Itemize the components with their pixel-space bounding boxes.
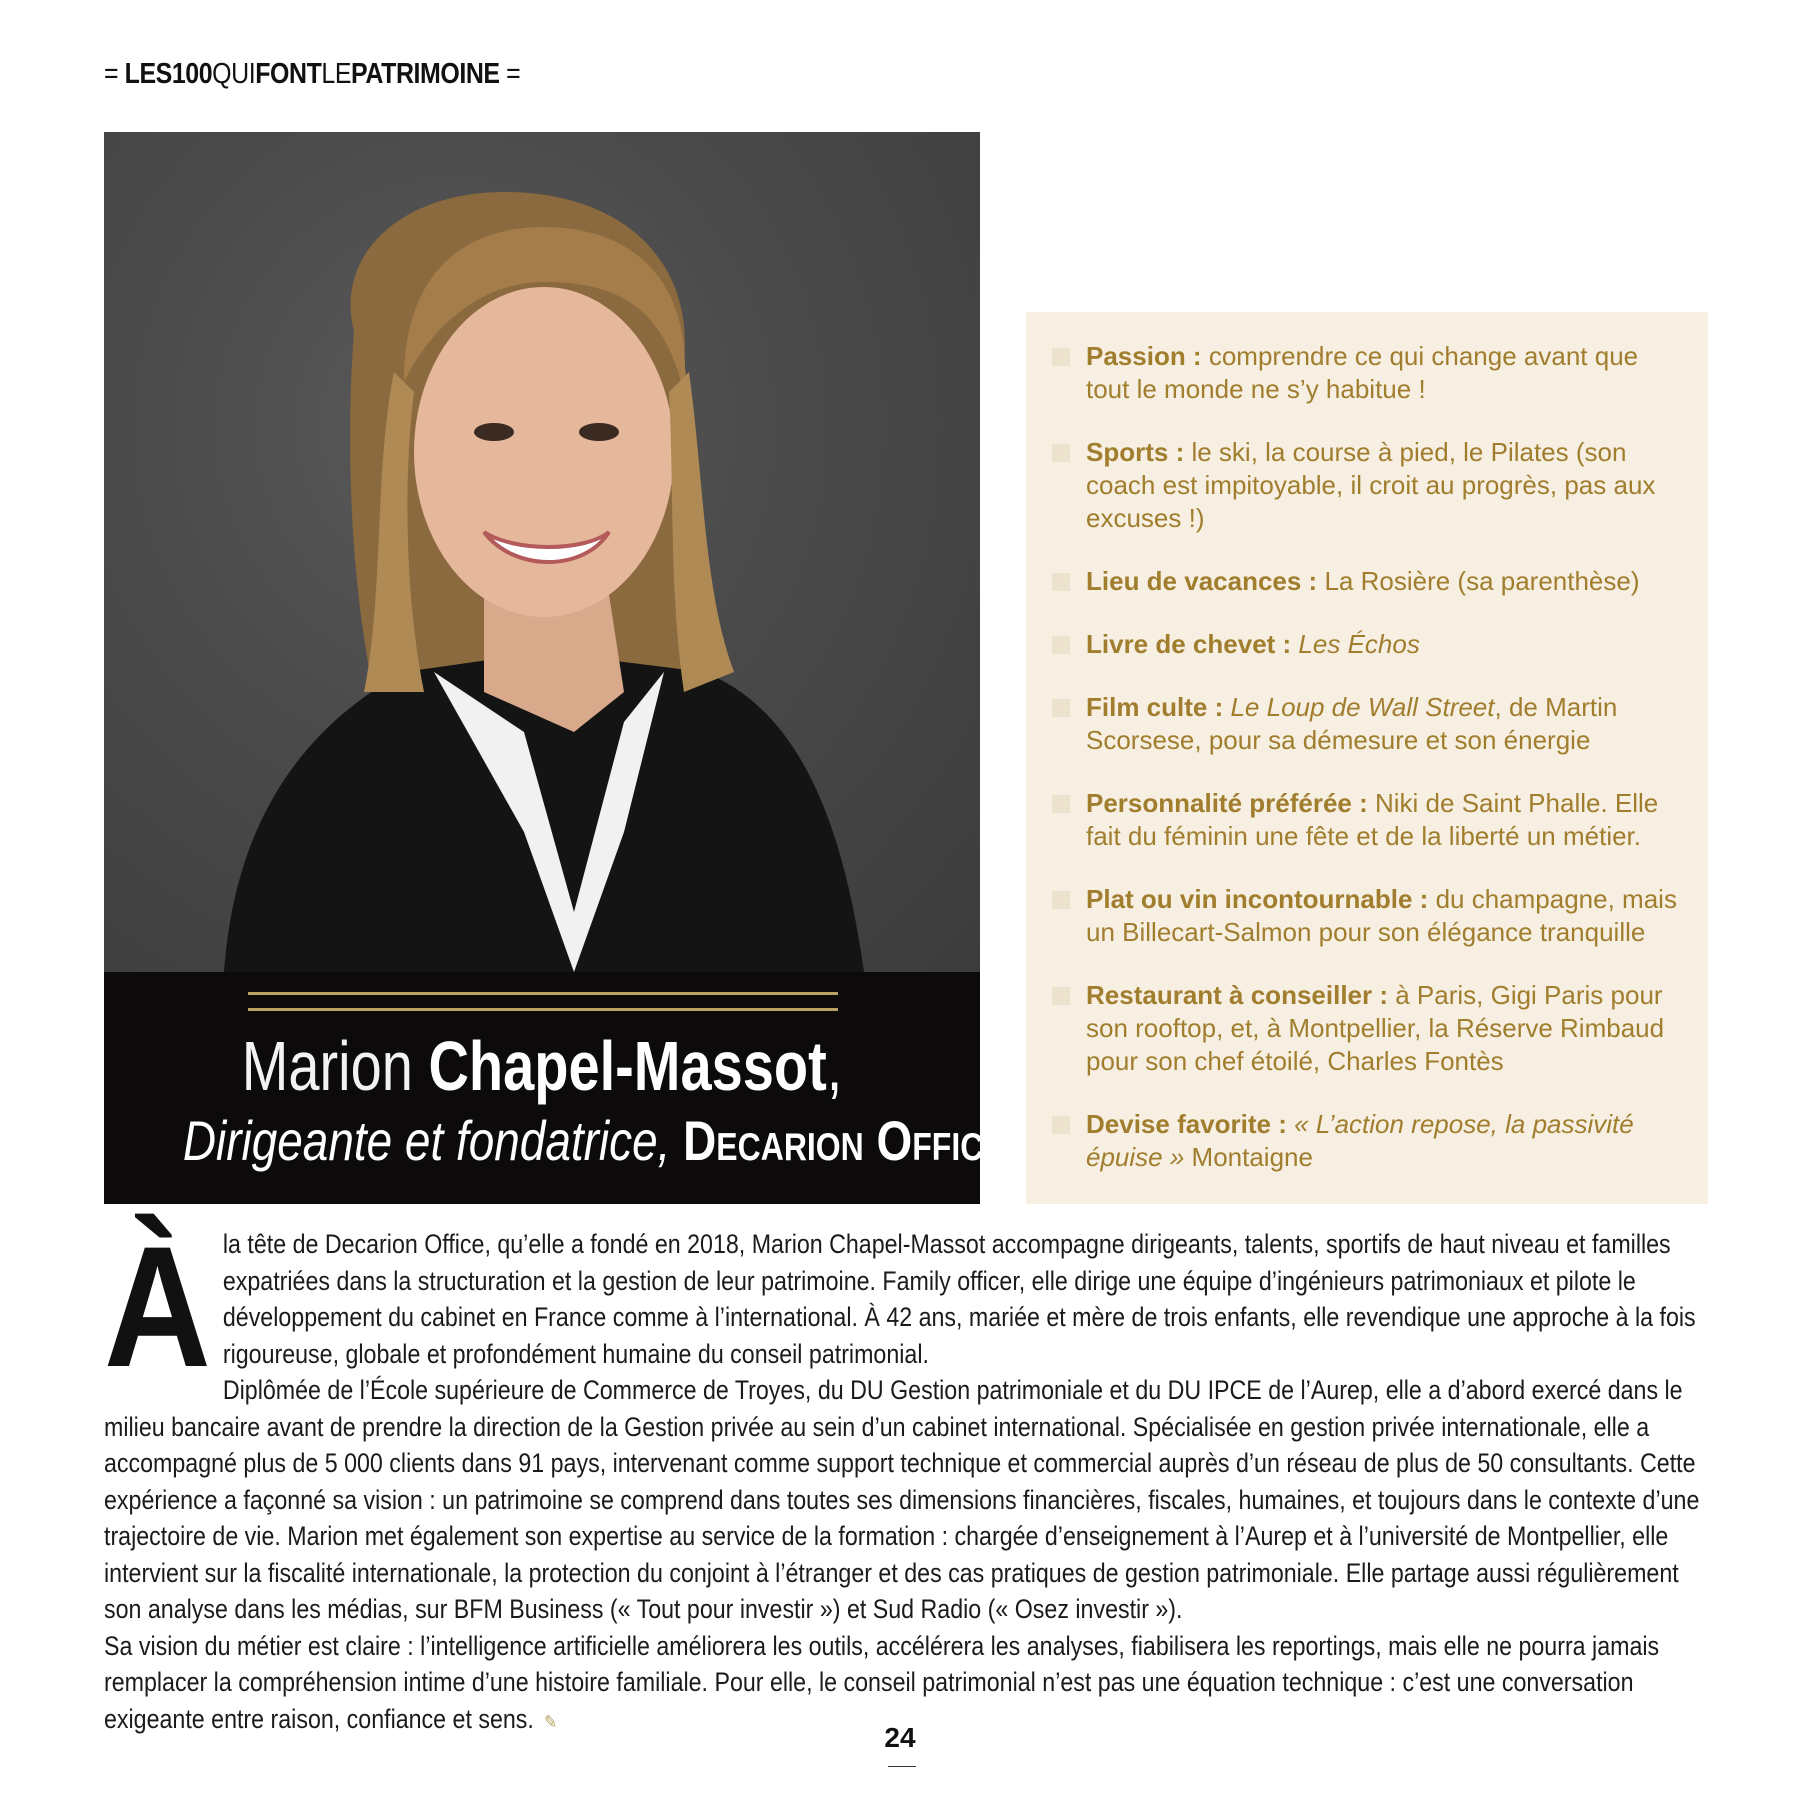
fact-label: Passion :	[1086, 341, 1209, 371]
bullet-square-icon	[1052, 891, 1070, 909]
article-body	[104, 1211, 1705, 1740]
caption-role: Dirigeante et fondatrice,	[182, 1109, 671, 1172]
paragraph-2: Diplômée de l’École supérieure de Commerce de Troyes, du DU Gestion patrimoniale et du DU IPCE de l’Aurep, elle a d’abord exercé dans le milieu bancaire avant de prendre la direction de la Gestion privée au sein d’un cabinet international. Spécialisée en gestion privée internationale, elle a accompagné plus de 5 000 clients dans 91 pays, intervenant comme support technique et commercial auprès d’un réseau de plus de 50 consultants. Cette expérience a façonné sa vision : un patrimoine se comprend dans toutes ses dimensions financières, fiscales, humaines, et toujours dans le contexte d’une trajectoire de vie. Marion met également son expertise au service de la formation : chargée d’enseignement à l’Aurep et à l’université de Montpellier, elle intervient sur la fiscalité internationale, la protection du conjoint à l’étranger et des cas pratiques de gestion patrimoniale. Elle partage aussi régulièrement son analyse dans les médias, sur BFM Business (« Tout pour investir ») et Sud Radio (« Osez investir »).	[104, 1375, 1700, 1624]
last-name: Chapel-Massot	[428, 1027, 827, 1105]
bullet-square-icon	[1052, 795, 1070, 813]
fact-text: le ski, la course à pied, le Pilates (son coach est impitoyable, il croit au progrès, pas aux excuses !)	[1086, 437, 1656, 533]
fact-label: Personnalité préférée :	[1086, 788, 1375, 818]
fact-label: Sports :	[1086, 437, 1192, 467]
bullet-square-icon	[1052, 444, 1070, 462]
header-patrimoine: PATRIMOINE	[351, 58, 500, 90]
fact-label: Livre de chevet :	[1086, 629, 1299, 659]
bullet-square-icon	[1052, 636, 1070, 654]
fact-item	[1026, 565, 1708, 598]
paragraph-1: la tête de Decarion Office, qu’elle a fondé en 2018, Marion Chapel-Massot accompagne dirigeants, talents, sportifs de haut niveau et familles expatriées dans la structuration et la gestion de leur patrimoine. Family officer, elle dirige une équipe d’ingénieurs patrimoniaux et pilote le développement du cabinet en France comme à l’international. À 42 ans, mariée et mère de trois enfants, elle revendique une approche à la fois rigoureuse, globale et profondément humaine du conseil patrimonial.	[222, 1229, 1696, 1369]
bullet-square-icon	[1052, 987, 1070, 1005]
first-name: Marion	[241, 1027, 413, 1105]
header-equals-right: =	[506, 58, 521, 90]
fact-italic: Le Loup de Wall Street	[1230, 692, 1495, 722]
fact-item	[1026, 787, 1708, 853]
fact-label: Plat ou vin incontournable :	[1086, 884, 1436, 914]
name-caption	[104, 972, 1005, 1204]
caption-rule-bottom	[248, 1008, 838, 1011]
bullet-square-icon	[1052, 1116, 1070, 1134]
facts-list	[1026, 312, 1708, 1174]
fact-text: à Paris, Gigi Paris pour son rooftop, et, à Montpellier, la Réserve Rimbaud pour son chef étoilé, Charles Fontès	[1086, 980, 1665, 1076]
drop-cap: À	[104, 1211, 211, 1403]
header-font: FONT	[255, 58, 322, 90]
fact-label: Devise favorite :	[1086, 1109, 1295, 1139]
fact-label: Lieu de vacances :	[1086, 566, 1325, 596]
bullet-square-icon	[1052, 348, 1070, 366]
fact-text: comprendre ce qui change avant que tout le monde ne s’y habitue !	[1086, 341, 1639, 404]
header-les100: LES100	[124, 58, 213, 90]
section-header	[104, 58, 520, 91]
fact-item	[1026, 979, 1708, 1078]
caption-rule-top	[248, 992, 838, 995]
fact-item	[1026, 628, 1708, 661]
caption-company: Decarion Office	[683, 1109, 1005, 1172]
header-le: LE	[321, 58, 352, 90]
fact-text: du champagne, mais un Billecart-Salmon pour son élégance tranquille	[1086, 884, 1677, 947]
header-equals-left: =	[104, 58, 119, 90]
fact-text: La Rosière (sa parenthèse)	[1324, 566, 1640, 596]
page-number: 24	[884, 1722, 916, 1753]
fact-italic: Les Échos	[1298, 629, 1420, 659]
paragraph-3-text: Sa vision du métier est claire : l’intelligence artificielle améliorera les outils, accélérera les analyses, fiabilisera les reportings, mais elle ne pourra jamais remplacer la compréhension intime d’une histoire familiale. Pour elle, le conseil patrimonial n’est pas une équation technique : c’est une conversation exigeante entre raison, confiance et sens.	[104, 1630, 1660, 1734]
fact-text: Montaigne	[1184, 1142, 1313, 1172]
portrait-illustration	[104, 132, 980, 972]
caption-name	[192, 1026, 893, 1106]
fact-item	[1026, 436, 1708, 535]
caption-title	[182, 1108, 1005, 1173]
fact-text: Niki de Saint Phalle. Elle fait du féminin une fête et de la liberté un métier.	[1086, 788, 1659, 851]
fact-text: , de Martin Scorsese, pour sa démesure et son énergie	[1086, 692, 1618, 755]
page-number-rule	[888, 1766, 916, 1767]
bullet-square-icon	[1052, 573, 1070, 591]
header-qui: QUI	[212, 58, 256, 90]
end-mark-icon: ✎	[544, 1711, 558, 1732]
name-comma: ,	[826, 1027, 843, 1105]
fact-label: Film culte :	[1086, 692, 1231, 722]
fact-label: Restaurant à conseiller :	[1086, 980, 1396, 1010]
fact-item	[1026, 1108, 1708, 1174]
facts-sidebar	[1026, 312, 1708, 1204]
fact-item	[1026, 883, 1708, 949]
fact-item	[1026, 340, 1708, 406]
bullet-square-icon	[1052, 699, 1070, 717]
portrait-photo	[104, 132, 980, 972]
fact-item	[1026, 691, 1708, 757]
fact-italic: « L’action repose, la passivité épuise »	[1086, 1109, 1634, 1172]
